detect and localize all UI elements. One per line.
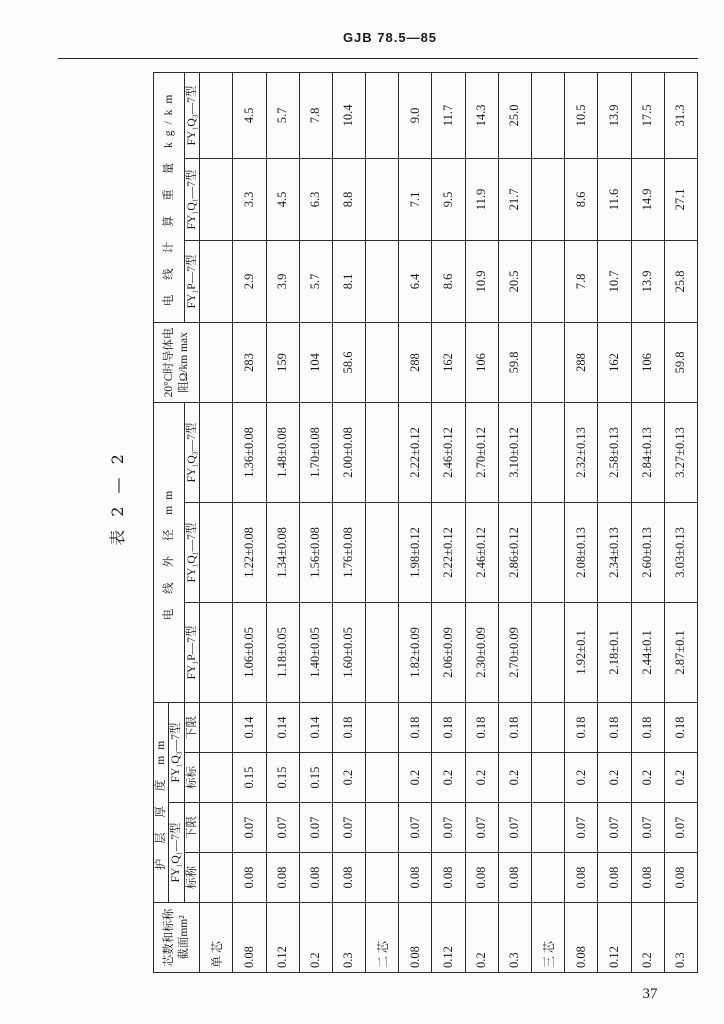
cell-q1-nominal: 0.08 [465, 853, 498, 903]
cell-size: 0.12 [432, 903, 465, 973]
group-row-empty-cell [532, 240, 565, 322]
cell-weight-q3: 10.5 [565, 72, 598, 158]
cell-q3-nominal: 0.2 [465, 753, 498, 803]
cell-od-q1: 1.56±0.08 [299, 502, 332, 602]
table-row [664, 72, 697, 972]
group-row [532, 72, 565, 972]
cell-weight-q1: 21.7 [498, 158, 531, 240]
cell-size: 0.12 [598, 903, 631, 973]
cell-weight-q3: 9.0 [399, 72, 432, 158]
cell-size: 0.3 [664, 903, 697, 973]
cell-weight-p: 2.9 [233, 240, 266, 322]
table-row [399, 72, 432, 972]
cell-q1-lower: 0.07 [565, 803, 598, 853]
table-row [498, 72, 531, 972]
cell-od-q1: 2.22±0.12 [432, 502, 465, 602]
group-row-empty-cell [366, 853, 399, 903]
cell-q1-lower: 0.07 [631, 803, 664, 853]
group-row-empty-cell [532, 322, 565, 402]
cell-size: 0.08 [233, 903, 266, 973]
cell-q1-lower: 0.07 [332, 803, 365, 853]
cell-od-p: 2.06±0.09 [432, 602, 465, 702]
cell-weight-q3: 11.7 [432, 72, 465, 158]
cell-q3-nominal: 0.2 [332, 753, 365, 803]
cell-od-p: 2.44±0.1 [631, 602, 664, 702]
cell-q1-lower: 0.07 [233, 803, 266, 853]
group-row-empty-cell [200, 753, 233, 803]
cell-od-p: 2.87±0.1 [664, 602, 697, 702]
cell-weight-p: 7.8 [565, 240, 598, 322]
group-row-empty-cell [366, 803, 399, 853]
group-row-empty-cell [200, 702, 233, 752]
group-row-empty-cell [200, 240, 233, 322]
cell-q1-nominal: 0.08 [565, 853, 598, 903]
cell-q1-nominal: 0.08 [432, 853, 465, 903]
cell-weight-q3: 31.3 [664, 72, 697, 158]
cell-size: 0.08 [565, 903, 598, 973]
cell-q1-nominal: 0.08 [266, 853, 299, 903]
cell-weight-p: 20.5 [498, 240, 531, 322]
cell-q3-lower: 0.18 [399, 702, 432, 752]
cell-weight-p: 10.7 [598, 240, 631, 322]
group-row-empty-cell [532, 753, 565, 803]
cell-od-p: 1.18±0.05 [266, 602, 299, 702]
cell-od-q3: 3.27±0.13 [664, 402, 697, 502]
cell-resistance: 59.8 [664, 322, 697, 402]
cell-q3-lower: 0.18 [432, 702, 465, 752]
cell-q3-lower: 0.14 [266, 702, 299, 752]
header-weight-p: FY₁P—7型 [184, 240, 199, 322]
cell-q3-nominal: 0.15 [266, 753, 299, 803]
cell-weight-q3: 5.7 [266, 72, 299, 158]
cell-q3-lower: 0.18 [664, 702, 697, 752]
cell-q1-nominal: 0.08 [664, 853, 697, 903]
group-row-empty-cell [200, 158, 233, 240]
page-number: 37 [642, 986, 658, 1002]
cell-q1-nominal: 0.08 [299, 853, 332, 903]
cell-od-p: 1.60±0.05 [332, 602, 365, 702]
cell-od-q1: 1.98±0.12 [399, 502, 432, 602]
header-q1-lower: 下限 [184, 803, 199, 853]
cell-q1-lower: 0.07 [299, 803, 332, 853]
cell-weight-q1: 8.8 [332, 158, 365, 240]
header-q3-lower: 下限 [184, 702, 199, 752]
table-row [465, 72, 498, 972]
group-row-empty-cell [532, 158, 565, 240]
group-row-empty-cell [366, 240, 399, 322]
cell-q3-lower: 0.18 [498, 702, 531, 752]
table-row [631, 72, 664, 972]
header-od-q1: FY₁Q₁—7型 [184, 502, 199, 602]
table-body [200, 72, 698, 972]
cell-weight-p: 6.4 [399, 240, 432, 322]
cell-od-q1: 2.60±0.13 [631, 502, 664, 602]
cell-od-p: 2.30±0.09 [465, 602, 498, 702]
cell-size: 0.3 [332, 903, 365, 973]
table-row [565, 72, 598, 972]
cell-od-q3: 1.36±0.08 [233, 402, 266, 502]
cell-weight-p: 8.1 [332, 240, 365, 322]
cell-size: 0.12 [266, 903, 299, 973]
table-row [598, 72, 631, 972]
spec-table [153, 72, 698, 973]
cell-weight-q1: 11.9 [465, 158, 498, 240]
group-row-empty-cell [532, 853, 565, 903]
cell-od-q1: 2.34±0.13 [598, 502, 631, 602]
cell-weight-q1: 4.5 [266, 158, 299, 240]
cell-od-p: 1.40±0.05 [299, 602, 332, 702]
cell-size: 0.2 [299, 903, 332, 973]
group-label: 单 芯 [200, 903, 233, 973]
cell-q3-nominal: 0.2 [432, 753, 465, 803]
group-row-empty-cell [366, 72, 399, 158]
table-row [432, 72, 465, 972]
document-code: GJB 78.5—85 [342, 30, 438, 45]
header-sheath-q1: FY₁Q₁—7型 [169, 803, 184, 903]
cell-q1-nominal: 0.08 [498, 853, 531, 903]
group-row [366, 72, 399, 972]
cell-resistance: 106 [465, 322, 498, 402]
cell-weight-q3: 25.0 [498, 72, 531, 158]
cell-q3-nominal: 0.2 [565, 753, 598, 803]
cell-q3-nominal: 0.15 [299, 753, 332, 803]
group-label: 三 芯 [532, 903, 565, 973]
cell-od-q1: 1.22±0.08 [233, 502, 266, 602]
cell-q3-nominal: 0.2 [498, 753, 531, 803]
cell-od-q3: 2.22±0.12 [399, 402, 432, 502]
cell-weight-p: 5.7 [299, 240, 332, 322]
cell-q1-lower: 0.07 [399, 803, 432, 853]
cell-od-q1: 1.34±0.08 [266, 502, 299, 602]
cell-q1-lower: 0.07 [465, 803, 498, 853]
group-row-empty-cell [200, 502, 233, 602]
cell-od-p: 2.18±0.1 [598, 602, 631, 702]
cell-q1-nominal: 0.08 [598, 853, 631, 903]
cell-od-q3: 1.70±0.08 [299, 402, 332, 502]
group-row-empty-cell [366, 502, 399, 602]
cell-od-q1: 2.08±0.13 [565, 502, 598, 602]
cell-q3-lower: 0.14 [233, 702, 266, 752]
cell-q1-nominal: 0.08 [399, 853, 432, 903]
header-outer-diameter: 电 线 外 径 mm [154, 402, 185, 702]
cell-q3-lower: 0.18 [565, 702, 598, 752]
table-row [233, 72, 266, 972]
cell-q1-lower: 0.07 [432, 803, 465, 853]
cell-weight-q3: 14.3 [465, 72, 498, 158]
cell-od-q3: 2.58±0.13 [598, 402, 631, 502]
cell-resistance: 58.6 [332, 322, 365, 402]
group-row-empty-cell [532, 702, 565, 752]
cell-weight-q1: 7.1 [399, 158, 432, 240]
cell-weight-p: 3.9 [266, 240, 299, 322]
cell-resistance: 288 [399, 322, 432, 402]
cell-q1-lower: 0.07 [598, 803, 631, 853]
cell-q3-lower: 0.18 [465, 702, 498, 752]
cell-q3-nominal: 0.2 [631, 753, 664, 803]
group-row-empty-cell [366, 702, 399, 752]
group-row-empty-cell [200, 602, 233, 702]
cell-q1-nominal: 0.08 [332, 853, 365, 903]
group-row-empty-cell [366, 322, 399, 402]
cell-od-q3: 1.48±0.08 [266, 402, 299, 502]
cell-resistance: 104 [299, 322, 332, 402]
header-weight: 电 线 计 算 重 量 kg/km [154, 72, 185, 322]
cell-od-q3: 2.32±0.13 [565, 402, 598, 502]
cell-od-q1: 2.86±0.12 [498, 502, 531, 602]
cell-od-p: 1.82±0.09 [399, 602, 432, 702]
cell-od-q1: 1.76±0.08 [332, 502, 365, 602]
cell-resistance: 288 [565, 322, 598, 402]
header-weight-q3: FY₁Q₃—7型 [184, 72, 199, 158]
table-row [332, 72, 365, 972]
cell-weight-q1: 11.6 [598, 158, 631, 240]
cell-weight-q3: 17.5 [631, 72, 664, 158]
cell-q1-nominal: 0.08 [631, 853, 664, 903]
cell-q3-nominal: 0.2 [399, 753, 432, 803]
cell-weight-q1: 3.3 [233, 158, 266, 240]
header-size: 芯数和标称截面mm² [154, 903, 200, 973]
cell-resistance: 162 [598, 322, 631, 402]
cell-od-q3: 2.46±0.12 [432, 402, 465, 502]
cell-od-q3: 2.70±0.12 [465, 402, 498, 502]
cell-q3-lower: 0.14 [299, 702, 332, 752]
cell-q1-nominal: 0.08 [233, 853, 266, 903]
cell-od-q3: 2.00±0.08 [332, 402, 365, 502]
cell-weight-p: 10.9 [465, 240, 498, 322]
cell-od-q1: 2.46±0.12 [465, 502, 498, 602]
rotated-table-area [98, 73, 698, 973]
header-q3-nominal: 标标 [184, 753, 199, 803]
header-q1-nominal: 标称 [184, 853, 199, 903]
cell-q1-lower: 0.07 [664, 803, 697, 853]
cell-weight-q3: 10.4 [332, 72, 365, 158]
cell-od-q1: 3.03±0.13 [664, 502, 697, 602]
cell-q3-lower: 0.18 [332, 702, 365, 752]
cell-q3-lower: 0.18 [598, 702, 631, 752]
cell-weight-p: 13.9 [631, 240, 664, 322]
cell-q3-nominal: 0.15 [233, 753, 266, 803]
cell-od-p: 1.06±0.05 [233, 602, 266, 702]
group-row-empty-cell [532, 602, 565, 702]
cell-weight-p: 25.8 [664, 240, 697, 322]
header-weight-q1: FY₁Q₁—7型 [184, 158, 199, 240]
cell-q1-lower: 0.07 [266, 803, 299, 853]
cell-size: 0.08 [399, 903, 432, 973]
group-row-empty-cell [366, 753, 399, 803]
cell-size: 0.2 [465, 903, 498, 973]
cell-q1-lower: 0.07 [498, 803, 531, 853]
cell-od-q3: 3.10±0.12 [498, 402, 531, 502]
cell-weight-q1: 9.5 [432, 158, 465, 240]
cell-weight-q1: 6.3 [299, 158, 332, 240]
cell-q3-lower: 0.18 [631, 702, 664, 752]
cell-weight-q3: 7.8 [299, 72, 332, 158]
cell-resistance: 59.8 [498, 322, 531, 402]
table-caption: 表 2 — 2 [108, 450, 127, 546]
group-row-empty-cell [200, 402, 233, 502]
group-row-empty-cell [200, 72, 233, 158]
group-row [200, 72, 233, 972]
cell-weight-q1: 27.1 [664, 158, 697, 240]
group-row-empty-cell [532, 803, 565, 853]
header-resistance: 20°C时导体电阻Ω/km max [154, 322, 200, 402]
cell-weight-q3: 4.5 [233, 72, 266, 158]
group-row-empty-cell [366, 402, 399, 502]
cell-od-p: 2.70±0.09 [498, 602, 531, 702]
group-row-empty-cell [200, 853, 233, 903]
cell-resistance: 159 [266, 322, 299, 402]
header-sheath-q3: FY₁Q₃—7型 [169, 702, 184, 802]
cell-weight-q3: 13.9 [598, 72, 631, 158]
cell-q3-nominal: 0.2 [664, 753, 697, 803]
cell-weight-q1: 8.6 [565, 158, 598, 240]
group-row-empty-cell [366, 602, 399, 702]
group-row-empty-cell [532, 402, 565, 502]
group-row-empty-cell [366, 158, 399, 240]
header-od-p: FY₁P—7型 [184, 602, 199, 702]
cell-size: 0.2 [631, 903, 664, 973]
header-rule [58, 58, 698, 59]
table-row [266, 72, 299, 972]
cell-od-p: 1.92±0.1 [565, 602, 598, 702]
group-row-empty-cell [200, 803, 233, 853]
header-sheath-thickness: 护 层 厚 度 mm [154, 702, 169, 902]
group-row-empty-cell [200, 322, 233, 402]
header-od-q3: FY₁Q₃—7型 [184, 402, 199, 502]
cell-resistance: 106 [631, 322, 664, 402]
cell-size: 0.3 [498, 903, 531, 973]
group-label: 二 芯 [366, 903, 399, 973]
group-row-empty-cell [532, 72, 565, 158]
cell-weight-p: 8.6 [432, 240, 465, 322]
cell-weight-q1: 14.9 [631, 158, 664, 240]
table-row [299, 72, 332, 972]
cell-resistance: 283 [233, 322, 266, 402]
cell-od-q3: 2.84±0.13 [631, 402, 664, 502]
cell-q3-nominal: 0.2 [598, 753, 631, 803]
group-row-empty-cell [532, 502, 565, 602]
cell-resistance: 162 [432, 322, 465, 402]
